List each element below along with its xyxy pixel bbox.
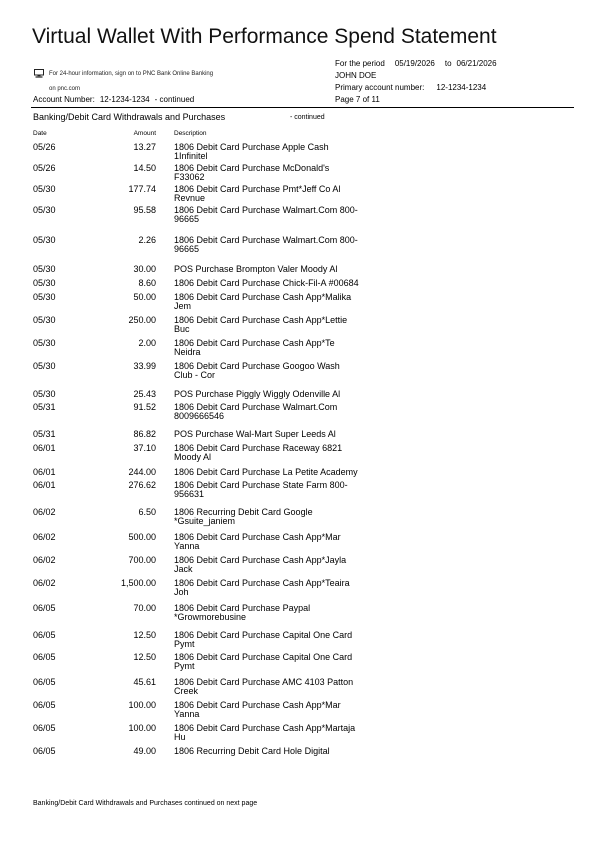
transaction-amount: 6.50	[138, 507, 156, 517]
transaction-date: 05/30	[33, 292, 56, 302]
transaction-amount: 13.27	[133, 142, 156, 152]
period-to: to	[444, 59, 452, 68]
transaction-date: 06/01	[33, 443, 56, 453]
table-row	[0, 653, 600, 672]
transaction-description: 1806 Debit Card Purchase Cash App*Martaja Hu	[174, 723, 356, 743]
period-start: 05/19/2026	[394, 59, 435, 68]
transaction-description: 1806 Debit Card Purchase Cash App*Jayla Jack	[174, 555, 347, 575]
transaction-date: 05/30	[33, 278, 56, 288]
transaction-description: 1806 Debit Card Purchase State Farm 800- 956631	[174, 480, 348, 500]
transaction-amount: 177.74	[128, 184, 156, 194]
table-row	[0, 444, 600, 463]
transaction-date: 05/26	[33, 142, 56, 152]
transaction-description: 1806 Debit Card Purchase Cash App*Malika Jem	[174, 292, 352, 312]
page-number: Page 7 of 11	[335, 95, 380, 104]
transaction-amount: 25.43	[133, 389, 156, 399]
table-row	[0, 678, 600, 697]
table-row	[0, 390, 600, 399]
transaction-description: 1806 Debit Card Purchase Capital One Card Pymt	[174, 630, 353, 650]
account-continued: - continued	[154, 95, 195, 104]
transaction-description: 1806 Recurring Debit Card Hole Digital	[174, 746, 330, 756]
transaction-description: 1806 Debit Card Purchase McDonald's F33062	[174, 163, 330, 183]
account-number-label: Account Number:	[33, 95, 95, 104]
transaction-amount: 49.00	[133, 746, 156, 756]
transaction-description: 1806 Debit Card Purchase Chick-Fil-A #00684	[174, 278, 359, 288]
online-info-line1: For 24-hour information, sign on to PNC Bank Online Banking	[49, 70, 214, 77]
transaction-description: 1806 Debit Card Purchase AMC 4103 Patton Creek	[174, 677, 354, 697]
transaction-amount: 250.00	[128, 315, 156, 325]
transaction-date: 05/31	[33, 402, 56, 412]
transaction-description: 1806 Debit Card Purchase Cash App*Te Neidra	[174, 338, 335, 358]
transaction-description: 1806 Recurring Debit Card Google *Gsuite_janiem	[174, 507, 313, 527]
page-title: Virtual Wallet With Performance Spend Statement	[32, 25, 497, 48]
transaction-date: 06/01	[33, 467, 56, 477]
header-divider	[31, 107, 574, 108]
table-row	[0, 143, 600, 162]
table-row	[0, 265, 600, 274]
table-row	[0, 236, 600, 255]
transaction-amount: 86.82	[133, 429, 156, 439]
section-continued: - continued	[290, 114, 325, 121]
transaction-date: 05/30	[33, 184, 56, 194]
transaction-date: 05/30	[33, 389, 56, 399]
transaction-amount: 12.50	[133, 630, 156, 640]
transaction-date: 06/05	[33, 723, 56, 733]
table-row	[0, 362, 600, 381]
table-row	[0, 579, 600, 598]
transaction-amount: 37.10	[133, 443, 156, 453]
transaction-description: 1806 Debit Card Purchase Cash App*Lettie Buc	[174, 315, 348, 335]
transaction-date: 05/30	[33, 235, 56, 245]
transaction-date: 05/30	[33, 338, 56, 348]
section-title: Banking/Debit Card Withdrawals and Purchases	[33, 112, 226, 122]
table-row	[0, 631, 600, 650]
table-row	[0, 508, 600, 527]
table-row	[0, 403, 600, 422]
transaction-date: 05/30	[33, 205, 56, 215]
transaction-date: 05/31	[33, 429, 56, 439]
table-row	[0, 604, 600, 623]
transaction-amount: 500.00	[128, 532, 156, 542]
transaction-date: 06/05	[33, 677, 56, 687]
table-row	[0, 316, 600, 335]
primary-account-number: 12-1234-1234	[436, 83, 487, 92]
column-header-description: Description	[174, 130, 207, 137]
customer-name: JOHN DOE	[335, 71, 377, 80]
table-row	[0, 206, 600, 225]
transaction-amount: 70.00	[133, 603, 156, 613]
transaction-description: POS Purchase Brompton Valer Moody Al	[174, 264, 338, 274]
transaction-description: 1806 Debit Card Purchase Cash App*Mar Yanna	[174, 532, 341, 552]
online-info-line2: on pnc.com	[49, 86, 81, 92]
period-label: For the period	[335, 59, 385, 68]
statement-info	[335, 58, 497, 106]
transaction-description: 1806 Debit Card Purchase Apple Cash 1Infinitel	[174, 142, 329, 162]
transaction-description: 1806 Debit Card Purchase La Petite Academy	[174, 467, 358, 477]
transaction-date: 06/02	[33, 532, 56, 542]
table-row	[0, 164, 600, 183]
transaction-amount: 91.52	[133, 402, 156, 412]
transaction-description: 1806 Debit Card Purchase Pmt*Jeff Co Al Revnue	[174, 184, 341, 204]
table-row	[0, 430, 600, 439]
period-end: 06/21/2026	[456, 59, 497, 68]
transaction-description: 1806 Debit Card Purchase Paypal *Growmorebusine	[174, 603, 311, 623]
transaction-amount: 14.50	[133, 163, 156, 173]
transaction-amount: 45.61	[133, 677, 156, 687]
table-row	[0, 747, 600, 756]
column-header-amount: Amount	[133, 130, 156, 137]
transaction-date: 05/26	[33, 163, 56, 173]
table-row	[0, 279, 600, 288]
transaction-amount: 244.00	[128, 467, 156, 477]
table-row	[0, 556, 600, 575]
transaction-date: 06/02	[33, 507, 56, 517]
primary-account-label: Primary account number:	[335, 83, 425, 92]
table-row	[0, 724, 600, 743]
transaction-amount: 95.58	[133, 205, 156, 215]
transaction-description: 1806 Debit Card Purchase Raceway 6821 Moody Al	[174, 443, 343, 463]
transaction-description: 1806 Debit Card Purchase Walmart.Com 8009666546	[174, 402, 338, 422]
transaction-amount: 276.62	[128, 480, 156, 490]
transaction-amount: 1,500.00	[120, 578, 156, 588]
transaction-date: 06/02	[33, 578, 56, 588]
transaction-date: 06/02	[33, 555, 56, 565]
table-row	[0, 185, 600, 204]
table-row	[0, 468, 600, 477]
transaction-amount: 8.60	[138, 278, 156, 288]
transaction-date: 06/05	[33, 746, 56, 756]
account-number-value: 12-1234-1234	[99, 95, 150, 104]
transaction-amount: 50.00	[133, 292, 156, 302]
transaction-date: 05/30	[33, 264, 56, 274]
transaction-date: 06/01	[33, 480, 56, 490]
transaction-date: 05/30	[33, 361, 56, 371]
transaction-description: 1806 Debit Card Purchase Cash App*Teaira Joh	[174, 578, 350, 598]
transaction-description: 1806 Debit Card Purchase Googoo Wash Club - Cor	[174, 361, 340, 381]
transaction-amount: 30.00	[133, 264, 156, 274]
transaction-date: 06/05	[33, 652, 56, 662]
transaction-description: 1806 Debit Card Purchase Cash App*Mar Yanna	[174, 700, 341, 720]
transaction-amount: 100.00	[128, 723, 156, 733]
transaction-date: 06/05	[33, 630, 56, 640]
transaction-description: 1806 Debit Card Purchase Walmart.Com 800- 96665	[174, 235, 358, 255]
transaction-amount: 2.00	[138, 338, 156, 348]
footer-continued-note: Banking/Debit Card Withdrawals and Purchases continued on next page	[33, 800, 258, 807]
transaction-description: POS Purchase Piggly Wiggly Odenville Al	[174, 389, 341, 399]
transaction-amount: 700.00	[128, 555, 156, 565]
table-row	[0, 701, 600, 720]
transaction-description: 1806 Debit Card Purchase Capital One Card Pymt	[174, 652, 353, 672]
account-number-line	[33, 95, 194, 105]
transaction-description: 1806 Debit Card Purchase Walmart.Com 800- 96665	[174, 205, 358, 225]
transaction-amount: 2.26	[138, 235, 156, 245]
transaction-amount: 33.99	[133, 361, 156, 371]
transaction-date: 06/05	[33, 700, 56, 710]
table-row	[0, 293, 600, 312]
table-row	[0, 339, 600, 358]
transaction-amount: 12.50	[133, 652, 156, 662]
table-row	[0, 533, 600, 552]
transaction-date: 06/05	[33, 603, 56, 613]
online-banking-info	[34, 69, 213, 93]
table-row	[0, 481, 600, 500]
transaction-amount: 100.00	[128, 700, 156, 710]
computer-icon	[34, 69, 44, 78]
transaction-date: 05/30	[33, 315, 56, 325]
column-header-date: Date	[33, 130, 47, 137]
transaction-description: POS Purchase Wal-Mart Super Leeds Al	[174, 429, 336, 439]
